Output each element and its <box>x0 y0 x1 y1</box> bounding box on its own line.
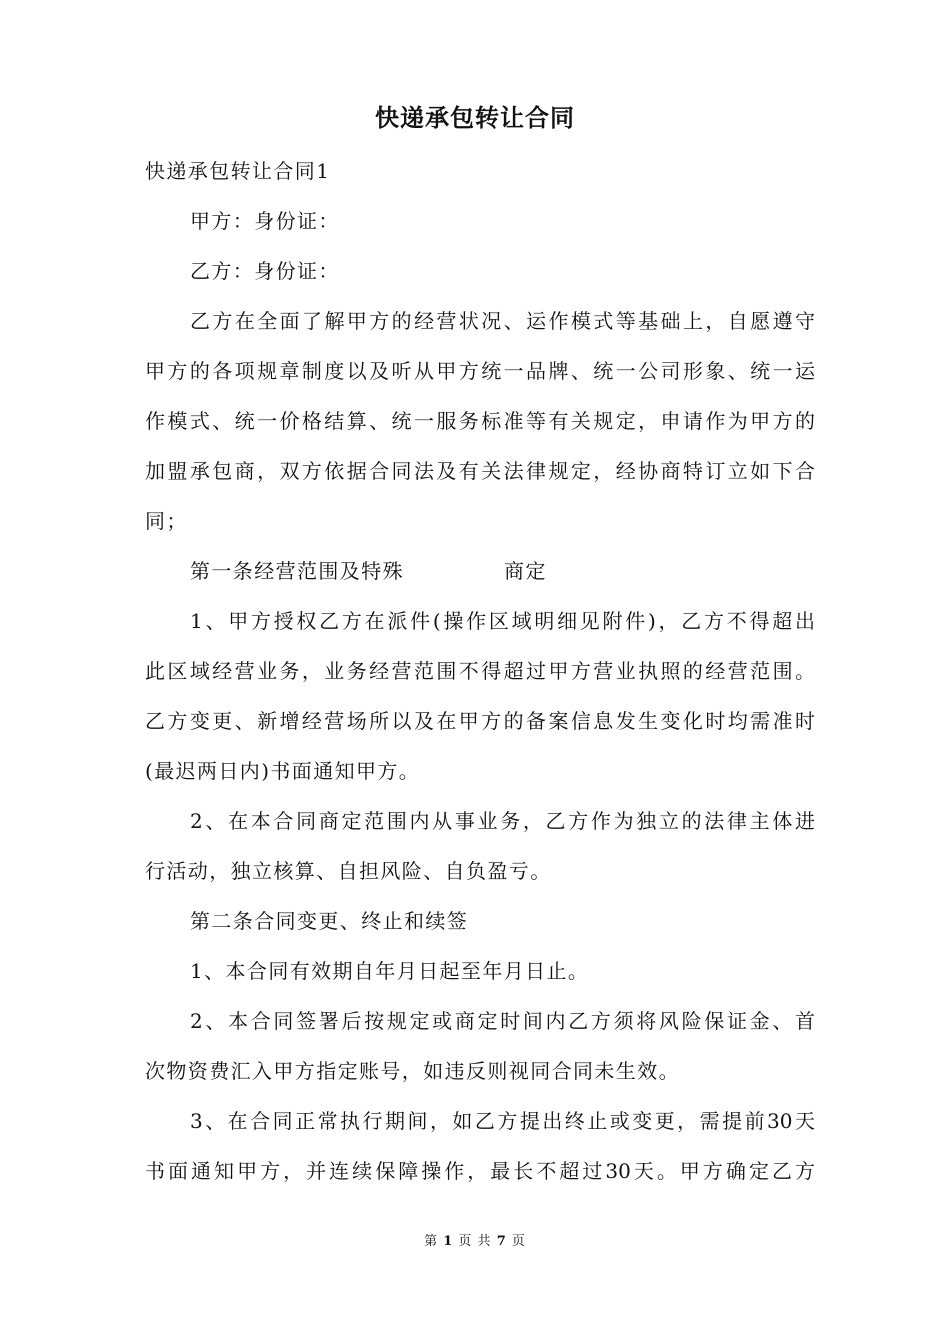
article-1-heading <box>190 556 815 586</box>
document-title: 快递承包转让合同 <box>375 104 575 132</box>
paragraph-line: 同； <box>145 509 188 533</box>
paragraph-line: 甲方的各项规章制度以及听从甲方统一品牌、统一公司形象、统一运 <box>145 359 815 383</box>
article-1-heading-suffix: 商定 <box>504 559 547 583</box>
paragraph-line: (最迟两日内)书面通知甲方。 <box>145 759 421 783</box>
paragraph-line: 加盟承包商，双方依据合同法及有关法律规定，经协商特订立如下合 <box>145 459 815 483</box>
paragraph-line: 乙方在全面了解甲方的经营状况、运作模式等基础上，自愿遵守 <box>190 309 815 333</box>
party-a-line: 甲方：身份证： <box>190 209 340 233</box>
paragraph-line: 1、甲方授权乙方在派件(操作区域明细见附件)，乙方不得超出 <box>190 609 815 633</box>
paragraph-line: 作模式、统一价格结算、统一服务标准等有关规定，申请作为甲方的 <box>145 409 815 433</box>
paragraph-line: 2、在本合同商定范围内从事业务，乙方作为独立的法律主体进 <box>190 809 815 833</box>
footer-prefix: 第 <box>424 1234 439 1249</box>
footer-total-pages: 7 <box>496 1234 507 1249</box>
article-1-heading-text: 第一条经营范围及特殊 <box>190 559 404 583</box>
paragraph-line: 3、在合同正常执行期间，如乙方提出终止或变更，需提前30天 <box>190 1109 815 1133</box>
paragraph-line: 书面通知甲方，并连续保障操作，最长不超过30天。甲方确定乙方 <box>145 1159 815 1183</box>
footer-middle: 页 共 <box>458 1234 492 1249</box>
paragraph-line: 行活动，独立核算、自担风险、自负盈亏。 <box>145 859 552 883</box>
paragraph-line: 1、本合同有效期自年月日起至年月日止。 <box>190 959 590 983</box>
contract-subtitle: 快递承包转让合同1 <box>145 159 331 183</box>
paragraph-line: 2、本合同签署后按规定或商定时间内乙方须将风险保证金、首 <box>190 1009 815 1033</box>
paragraph-line: 此区域经营业务，业务经营范围不得超过甲方营业执照的经营范围。 <box>145 659 815 683</box>
page-footer <box>0 1232 950 1252</box>
paragraph-line: 乙方变更、新增经营场所以及在甲方的备案信息发生变化时均需准时 <box>145 709 815 733</box>
footer-page-number: 1 <box>443 1234 454 1249</box>
article-2-heading: 第二条合同变更、终止和续签 <box>190 909 469 933</box>
paragraph-line: 次物资费汇入甲方指定账号，如违反则视同合同未生效。 <box>145 1059 680 1083</box>
footer-suffix: 页 <box>511 1234 526 1249</box>
party-b-line: 乙方：身份证： <box>190 259 340 283</box>
